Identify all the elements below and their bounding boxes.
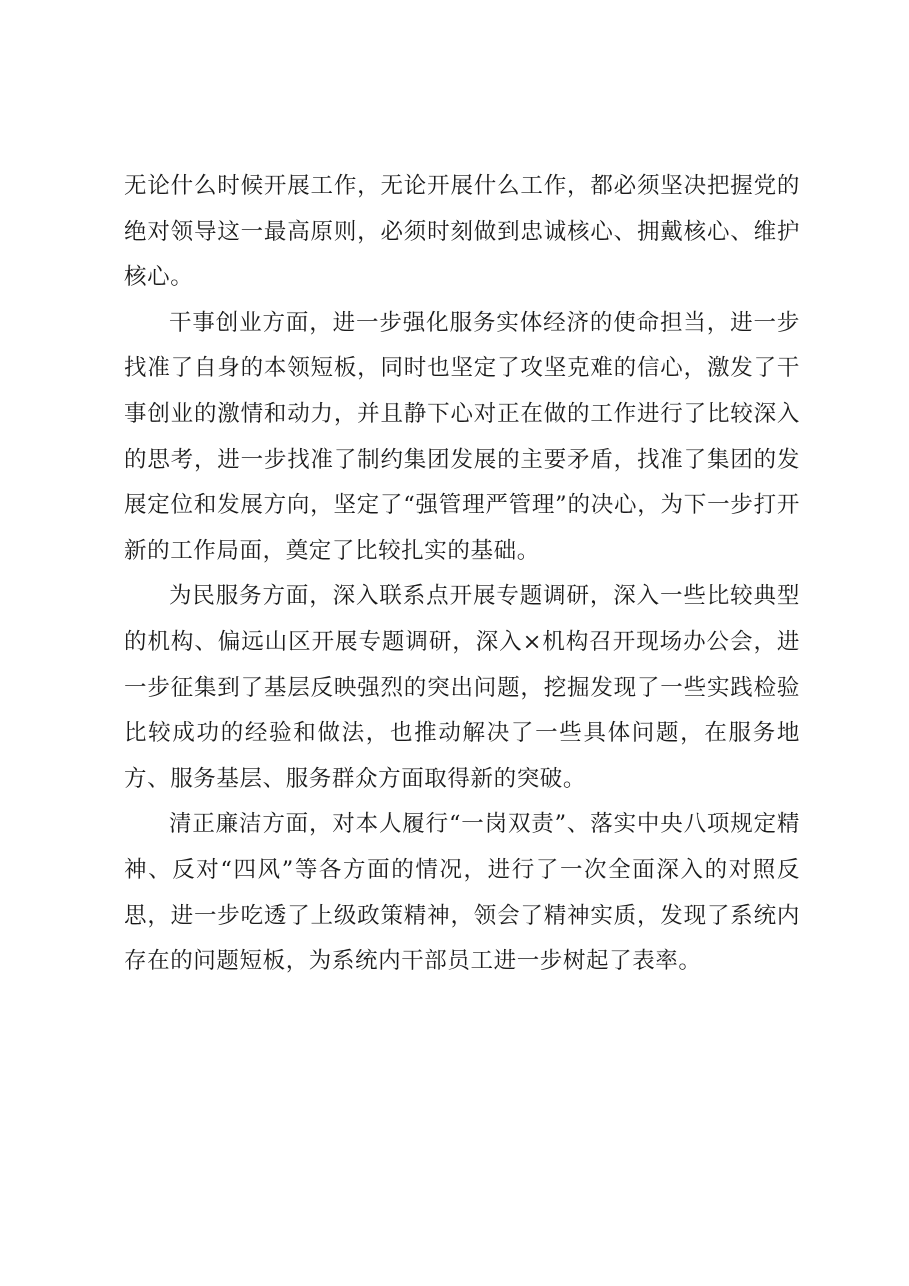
- paragraph-public-service: 为民服务方面，深入联系点开展专题调研，深入一些比较典型的机构、偏远山区开展专题调研，深入×机构召开现场办公会，进一步征集到了基层反映强烈的突出问题，挖掘发现了一些实践检验比较成功的经验和做法，也推动解决了一些具体问题，在服务地方、服务基层、服务群众方面取得新的突破。: [124, 583, 800, 792]
- paragraph-continuation: 无论什么时候开展工作，无论开展什么工作，都必须坚决把握党的绝对领导这一最高原则，必须时刻做到忠诚核心、拥戴核心、维护核心。: [124, 173, 800, 291]
- paragraph-integrity: 清正廉洁方面，对本人履行“一岗双责”、落实中央八项规定精神、反对“四风”等各方面的情况，进行了一次全面深入的对照反思，进一步吃透了上级政策精神，领会了精神实质，发现了系统内存在的问题短板，为系统内干部员工进一步树起了表率。: [124, 811, 800, 975]
- document-body: [124, 164, 800, 985]
- paragraph-career: 干事创业方面，进一步强化服务实体经济的使命担当，进一步找准了自身的本领短板，同时也坚定了攻坚克难的信心，激发了干事创业的激情和动力，并且静下心对正在做的工作进行了比较深入的思考，进一步找准了制约集团发展的主要矛盾，找准了集团的发展定位和发展方向，坚定了“强管理严管理”的决心，为下一步打开新的工作局面，奠定了比较扎实的基础。: [124, 309, 800, 564]
